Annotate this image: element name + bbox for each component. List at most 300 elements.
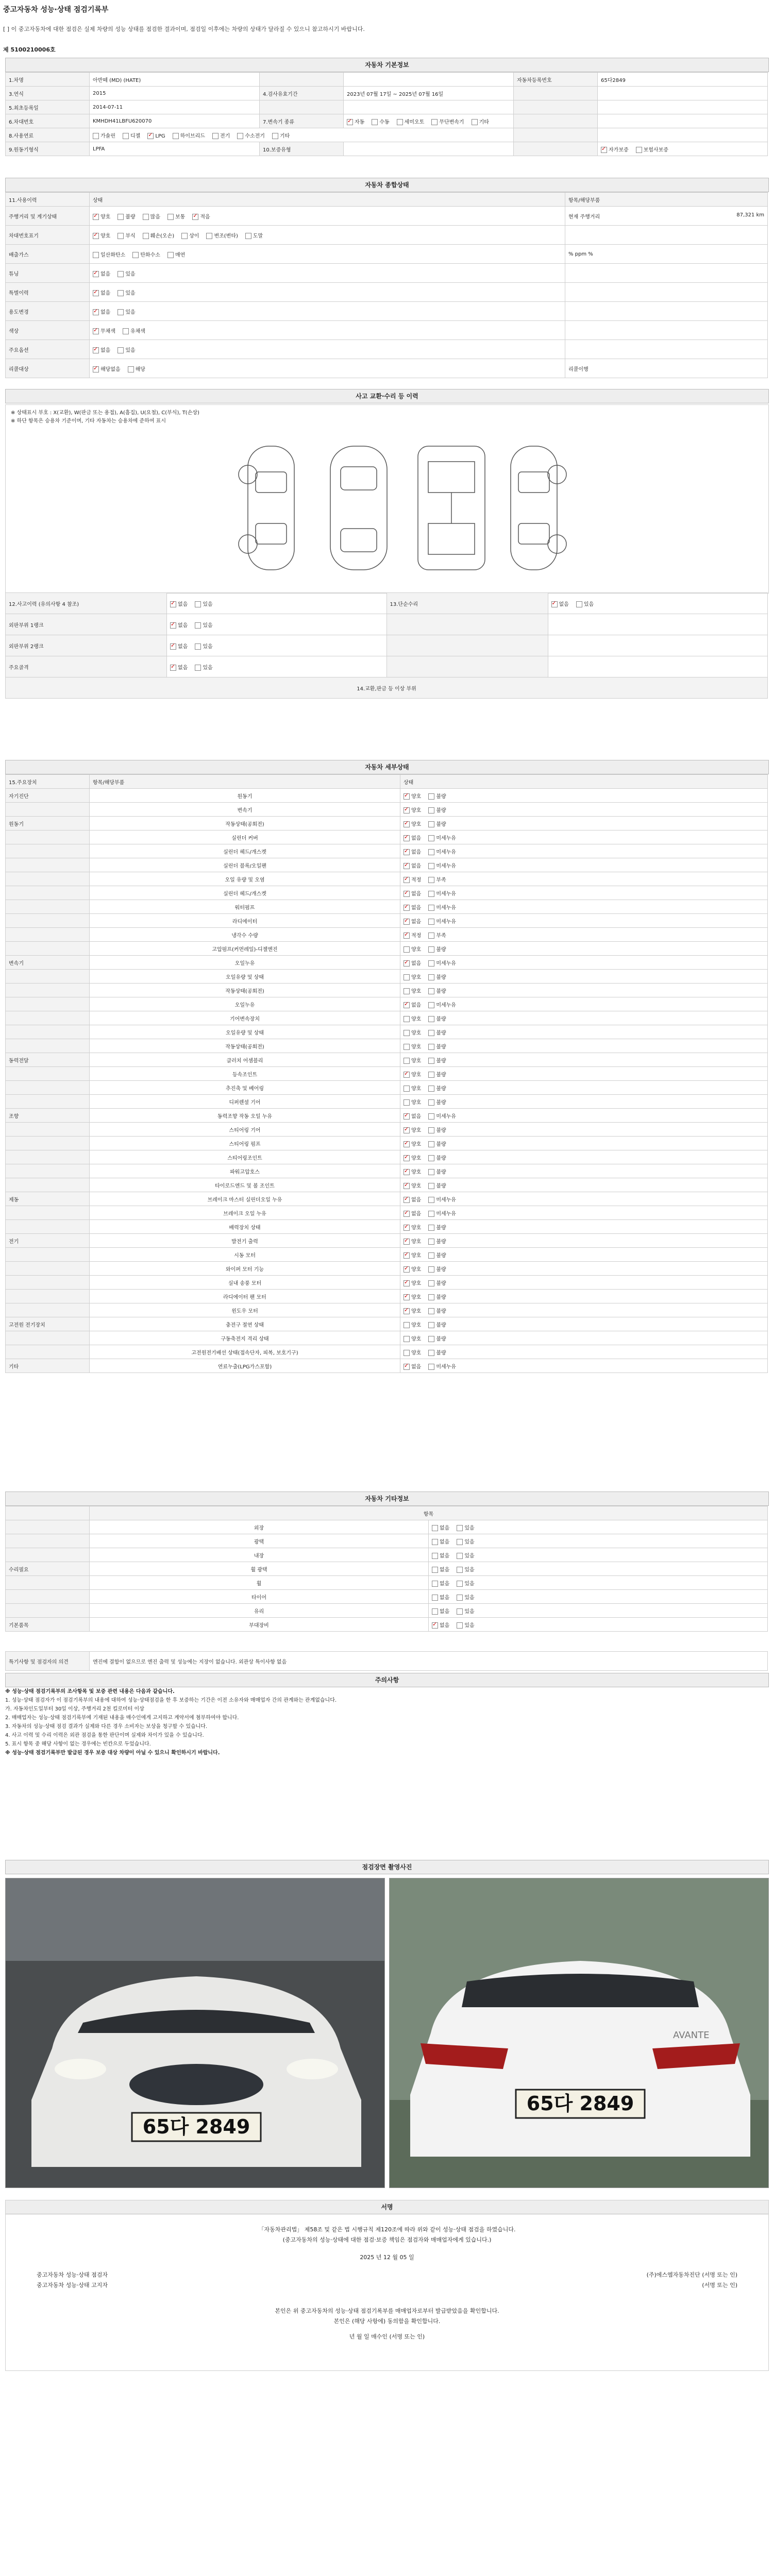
option[interactable] (428, 820, 446, 827)
checkbox[interactable] (428, 1016, 434, 1022)
checkbox[interactable] (428, 1252, 434, 1259)
checkbox[interactable] (432, 1567, 438, 1573)
checkbox[interactable] (404, 1322, 410, 1328)
option[interactable] (173, 131, 205, 139)
option[interactable] (428, 1056, 446, 1064)
checkbox[interactable] (428, 1364, 434, 1370)
option[interactable] (206, 231, 238, 239)
checkbox[interactable] (93, 309, 99, 315)
checkbox[interactable] (428, 891, 434, 897)
checkbox[interactable] (404, 849, 410, 855)
checkbox[interactable] (432, 1539, 438, 1545)
checkbox[interactable] (404, 919, 410, 925)
option[interactable] (428, 1042, 446, 1050)
option[interactable] (404, 1084, 421, 1092)
option[interactable] (167, 212, 185, 220)
option[interactable] (428, 889, 456, 897)
checkbox[interactable] (428, 1030, 434, 1036)
checkbox[interactable] (428, 905, 434, 911)
checkbox[interactable] (195, 665, 201, 671)
option[interactable] (347, 117, 364, 125)
checkbox[interactable] (428, 1280, 434, 1286)
option[interactable] (237, 131, 265, 139)
option[interactable] (428, 931, 446, 939)
checkbox[interactable] (428, 1294, 434, 1300)
checkbox[interactable] (404, 807, 410, 814)
checkbox[interactable] (147, 133, 154, 139)
checkbox[interactable] (404, 1211, 410, 1217)
checkbox[interactable] (404, 1336, 410, 1342)
checkbox[interactable] (404, 1266, 410, 1273)
option[interactable] (117, 289, 135, 296)
checkbox[interactable] (404, 1252, 410, 1259)
checkbox[interactable] (428, 1099, 434, 1106)
option[interactable] (123, 131, 140, 139)
checkbox[interactable] (428, 1086, 434, 1092)
checkbox[interactable] (432, 1581, 438, 1587)
option[interactable] (457, 1537, 474, 1545)
option[interactable] (428, 917, 456, 925)
checkbox[interactable] (404, 1072, 410, 1078)
checkbox[interactable] (117, 347, 124, 353)
checkbox[interactable] (457, 1608, 463, 1615)
checkbox[interactable] (404, 1225, 410, 1231)
option[interactable] (192, 212, 210, 220)
checkbox[interactable] (404, 1030, 410, 1036)
checkbox[interactable] (181, 233, 188, 239)
checkbox[interactable] (428, 1113, 434, 1120)
checkbox[interactable] (404, 960, 410, 967)
checkbox[interactable] (117, 233, 124, 239)
option[interactable] (143, 231, 174, 239)
option[interactable] (117, 269, 135, 277)
option[interactable] (428, 959, 456, 967)
checkbox[interactable] (404, 1127, 410, 1133)
option[interactable] (457, 1621, 474, 1629)
option[interactable] (457, 1579, 474, 1587)
checkbox[interactable] (428, 1239, 434, 1245)
checkbox[interactable] (143, 233, 149, 239)
checkbox[interactable] (428, 988, 434, 994)
checkbox[interactable] (551, 601, 558, 607)
option[interactable] (404, 1070, 421, 1078)
checkbox[interactable] (128, 366, 134, 372)
option[interactable] (195, 663, 212, 671)
option[interactable] (272, 131, 290, 139)
option[interactable] (432, 1537, 449, 1545)
checkbox[interactable] (428, 835, 434, 841)
checkbox[interactable] (192, 214, 198, 220)
checkbox[interactable] (428, 793, 434, 800)
option[interactable] (428, 1362, 456, 1370)
checkbox[interactable] (428, 1336, 434, 1342)
option[interactable] (428, 834, 456, 841)
checkbox[interactable] (432, 1553, 438, 1559)
option[interactable] (404, 1042, 421, 1050)
option[interactable] (428, 987, 446, 994)
checkbox[interactable] (404, 974, 410, 980)
checkbox[interactable] (372, 119, 378, 125)
option[interactable] (404, 1348, 421, 1356)
checkbox[interactable] (404, 1280, 410, 1286)
checkbox[interactable] (428, 877, 434, 883)
checkbox[interactable] (404, 1044, 410, 1050)
option[interactable] (404, 1056, 421, 1064)
checkbox[interactable] (170, 643, 176, 650)
checkbox[interactable] (428, 1211, 434, 1217)
checkbox[interactable] (195, 643, 201, 650)
option[interactable] (404, 1279, 421, 1286)
checkbox[interactable] (212, 133, 219, 139)
checkbox[interactable] (428, 807, 434, 814)
checkbox[interactable] (404, 1308, 410, 1314)
checkbox[interactable] (397, 119, 403, 125)
option[interactable] (404, 1209, 421, 1217)
option[interactable] (404, 834, 421, 841)
checkbox[interactable] (428, 1169, 434, 1175)
option[interactable] (397, 117, 425, 125)
checkbox[interactable] (457, 1595, 463, 1601)
checkbox[interactable] (428, 974, 434, 980)
option[interactable] (404, 1014, 421, 1022)
checkbox[interactable] (404, 1058, 410, 1064)
checkbox[interactable] (93, 328, 99, 334)
option[interactable] (457, 1551, 474, 1559)
checkbox[interactable] (93, 252, 99, 258)
option[interactable] (404, 1126, 421, 1133)
option[interactable] (432, 1621, 449, 1629)
checkbox[interactable] (428, 1002, 434, 1008)
option[interactable] (404, 1181, 421, 1189)
checkbox[interactable] (432, 1525, 438, 1531)
option[interactable] (431, 117, 464, 125)
option[interactable] (212, 131, 230, 139)
option[interactable] (404, 1223, 421, 1231)
checkbox[interactable] (472, 119, 478, 125)
checkbox[interactable] (93, 271, 99, 277)
checkbox[interactable] (206, 233, 212, 239)
option[interactable] (404, 1265, 421, 1273)
option[interactable] (428, 1098, 446, 1106)
checkbox[interactable] (173, 133, 179, 139)
checkbox[interactable] (428, 1155, 434, 1161)
option[interactable] (372, 117, 389, 125)
option[interactable] (404, 792, 421, 800)
checkbox[interactable] (428, 1308, 434, 1314)
checkbox[interactable] (428, 946, 434, 953)
option[interactable] (428, 1070, 446, 1078)
checkbox[interactable] (195, 601, 201, 607)
option[interactable] (432, 1551, 449, 1559)
checkbox[interactable] (428, 1127, 434, 1133)
option[interactable] (428, 1237, 446, 1245)
checkbox[interactable] (404, 1169, 410, 1175)
checkbox[interactable] (636, 147, 642, 153)
checkbox[interactable] (347, 119, 353, 125)
checkbox[interactable] (93, 233, 99, 239)
option[interactable] (457, 1565, 474, 1573)
option[interactable] (404, 973, 421, 980)
checkbox[interactable] (457, 1581, 463, 1587)
checkbox[interactable] (404, 933, 410, 939)
option[interactable] (428, 1167, 446, 1175)
option[interactable] (428, 1014, 446, 1022)
checkbox[interactable] (272, 133, 278, 139)
option[interactable] (428, 1320, 446, 1328)
checkbox[interactable] (404, 821, 410, 827)
option[interactable] (472, 117, 489, 125)
checkbox[interactable] (245, 233, 251, 239)
option[interactable] (551, 600, 569, 607)
option[interactable] (404, 1028, 421, 1036)
option[interactable] (404, 1001, 421, 1008)
checkbox[interactable] (428, 1197, 434, 1203)
option[interactable] (432, 1565, 449, 1573)
option[interactable] (404, 848, 421, 855)
checkbox[interactable] (428, 1225, 434, 1231)
option[interactable] (428, 1251, 446, 1259)
option[interactable] (428, 973, 446, 980)
checkbox[interactable] (428, 1183, 434, 1189)
option[interactable] (93, 212, 110, 220)
option[interactable] (428, 1126, 446, 1133)
option[interactable] (93, 308, 110, 315)
option[interactable] (428, 945, 446, 953)
checkbox[interactable] (428, 1141, 434, 1147)
option[interactable] (404, 1098, 421, 1106)
option[interactable] (93, 365, 121, 372)
checkbox[interactable] (404, 1086, 410, 1092)
checkbox[interactable] (457, 1553, 463, 1559)
checkbox[interactable] (432, 1608, 438, 1615)
option[interactable] (195, 621, 212, 629)
option[interactable] (404, 987, 421, 994)
checkbox[interactable] (431, 119, 438, 125)
option[interactable] (404, 1293, 421, 1300)
checkbox[interactable] (428, 1072, 434, 1078)
checkbox[interactable] (428, 1058, 434, 1064)
checkbox[interactable] (428, 960, 434, 967)
checkbox[interactable] (167, 252, 174, 258)
checkbox[interactable] (404, 905, 410, 911)
option[interactable] (457, 1593, 474, 1601)
checkbox[interactable] (457, 1622, 463, 1629)
option[interactable] (428, 903, 456, 911)
option[interactable] (432, 1593, 449, 1601)
checkbox[interactable] (93, 366, 99, 372)
checkbox[interactable] (143, 214, 149, 220)
checkbox[interactable] (170, 622, 176, 629)
option[interactable] (93, 346, 110, 353)
option[interactable] (117, 231, 135, 239)
option[interactable] (428, 1140, 446, 1147)
option[interactable] (432, 1607, 449, 1615)
option[interactable] (428, 792, 446, 800)
option[interactable] (428, 1265, 446, 1273)
option[interactable] (428, 1181, 446, 1189)
option[interactable] (93, 250, 125, 258)
option[interactable] (404, 1362, 421, 1370)
option[interactable] (404, 1195, 421, 1203)
option[interactable] (170, 663, 188, 671)
option[interactable] (117, 346, 135, 353)
checkbox[interactable] (428, 863, 434, 869)
option[interactable] (428, 1112, 456, 1120)
option[interactable] (93, 289, 110, 296)
checkbox[interactable] (457, 1567, 463, 1573)
checkbox[interactable] (170, 601, 176, 607)
checkbox[interactable] (428, 821, 434, 827)
checkbox[interactable] (404, 1239, 410, 1245)
option[interactable] (428, 875, 446, 883)
checkbox[interactable] (601, 147, 607, 153)
option[interactable] (404, 1237, 421, 1245)
checkbox[interactable] (428, 919, 434, 925)
checkbox[interactable] (117, 290, 124, 296)
checkbox[interactable] (428, 849, 434, 855)
checkbox[interactable] (93, 347, 99, 353)
checkbox[interactable] (404, 1113, 410, 1120)
checkbox[interactable] (404, 835, 410, 841)
checkbox[interactable] (432, 1595, 438, 1601)
option[interactable] (195, 642, 212, 650)
option[interactable] (432, 1523, 449, 1531)
option[interactable] (404, 806, 421, 814)
checkbox[interactable] (404, 1350, 410, 1356)
checkbox[interactable] (93, 290, 99, 296)
option[interactable] (404, 917, 421, 925)
checkbox[interactable] (404, 891, 410, 897)
checkbox[interactable] (237, 133, 243, 139)
checkbox[interactable] (404, 1183, 410, 1189)
checkbox[interactable] (132, 252, 139, 258)
checkbox[interactable] (117, 271, 124, 277)
option[interactable] (457, 1607, 474, 1615)
option[interactable] (428, 806, 446, 814)
checkbox[interactable] (404, 1016, 410, 1022)
option[interactable] (404, 1334, 421, 1342)
option[interactable] (404, 861, 421, 869)
option[interactable] (428, 1209, 456, 1217)
option[interactable] (143, 212, 160, 220)
checkbox[interactable] (404, 1099, 410, 1106)
checkbox[interactable] (457, 1539, 463, 1545)
option[interactable] (404, 945, 421, 953)
option[interactable] (132, 250, 160, 258)
checkbox[interactable] (576, 601, 582, 607)
option[interactable] (167, 250, 185, 258)
option[interactable] (128, 365, 145, 372)
option[interactable] (93, 327, 115, 334)
checkbox[interactable] (428, 1322, 434, 1328)
option[interactable] (428, 1195, 456, 1203)
checkbox[interactable] (404, 1294, 410, 1300)
option[interactable] (93, 131, 115, 139)
checkbox[interactable] (457, 1525, 463, 1531)
checkbox[interactable] (404, 1141, 410, 1147)
option[interactable] (428, 861, 456, 869)
checkbox[interactable] (167, 214, 174, 220)
checkbox[interactable] (123, 133, 129, 139)
option[interactable] (404, 959, 421, 967)
option[interactable] (404, 1251, 421, 1259)
option[interactable] (404, 820, 421, 827)
option[interactable] (432, 1579, 449, 1587)
option[interactable] (147, 133, 165, 139)
option[interactable] (428, 848, 456, 855)
checkbox[interactable] (117, 214, 124, 220)
checkbox[interactable] (93, 214, 99, 220)
checkbox[interactable] (404, 946, 410, 953)
checkbox[interactable] (404, 988, 410, 994)
checkbox[interactable] (117, 309, 124, 315)
option[interactable] (428, 1001, 456, 1008)
checkbox[interactable] (404, 1197, 410, 1203)
checkbox[interactable] (404, 1155, 410, 1161)
option[interactable] (404, 1140, 421, 1147)
checkbox[interactable] (404, 1364, 410, 1370)
option[interactable] (404, 875, 421, 883)
option[interactable] (170, 642, 188, 650)
checkbox[interactable] (195, 622, 201, 629)
checkbox[interactable] (404, 793, 410, 800)
checkbox[interactable] (428, 933, 434, 939)
checkbox[interactable] (93, 133, 99, 139)
option[interactable] (117, 212, 135, 220)
checkbox[interactable] (428, 1350, 434, 1356)
checkbox[interactable] (404, 863, 410, 869)
option[interactable] (93, 231, 110, 239)
option[interactable] (170, 621, 188, 629)
option[interactable] (245, 231, 263, 239)
option[interactable] (601, 145, 629, 153)
checkbox[interactable] (428, 1044, 434, 1050)
checkbox[interactable] (170, 665, 176, 671)
option[interactable] (428, 1293, 446, 1300)
option[interactable] (428, 1348, 446, 1356)
option[interactable] (195, 600, 212, 607)
option[interactable] (181, 231, 199, 239)
option[interactable] (428, 1154, 446, 1161)
option[interactable] (404, 889, 421, 897)
checkbox[interactable] (404, 877, 410, 883)
option[interactable] (404, 1154, 421, 1161)
option[interactable] (93, 269, 110, 277)
option[interactable] (428, 1223, 446, 1231)
option[interactable] (428, 1084, 446, 1092)
option[interactable] (636, 145, 668, 153)
option[interactable] (428, 1307, 446, 1314)
option[interactable] (428, 1334, 446, 1342)
option[interactable] (428, 1279, 446, 1286)
checkbox[interactable] (123, 328, 129, 334)
checkbox[interactable] (404, 1002, 410, 1008)
option[interactable] (404, 1167, 421, 1175)
option[interactable] (404, 1112, 421, 1120)
option[interactable] (404, 903, 421, 911)
option[interactable] (404, 931, 421, 939)
option[interactable] (428, 1028, 446, 1036)
option[interactable] (170, 600, 188, 607)
option[interactable] (404, 1320, 421, 1328)
option[interactable] (117, 308, 135, 315)
checkbox[interactable] (432, 1622, 438, 1629)
option[interactable] (123, 327, 145, 334)
option[interactable] (576, 600, 594, 607)
option[interactable] (404, 1307, 421, 1314)
option[interactable] (457, 1523, 474, 1531)
checkbox[interactable] (428, 1266, 434, 1273)
